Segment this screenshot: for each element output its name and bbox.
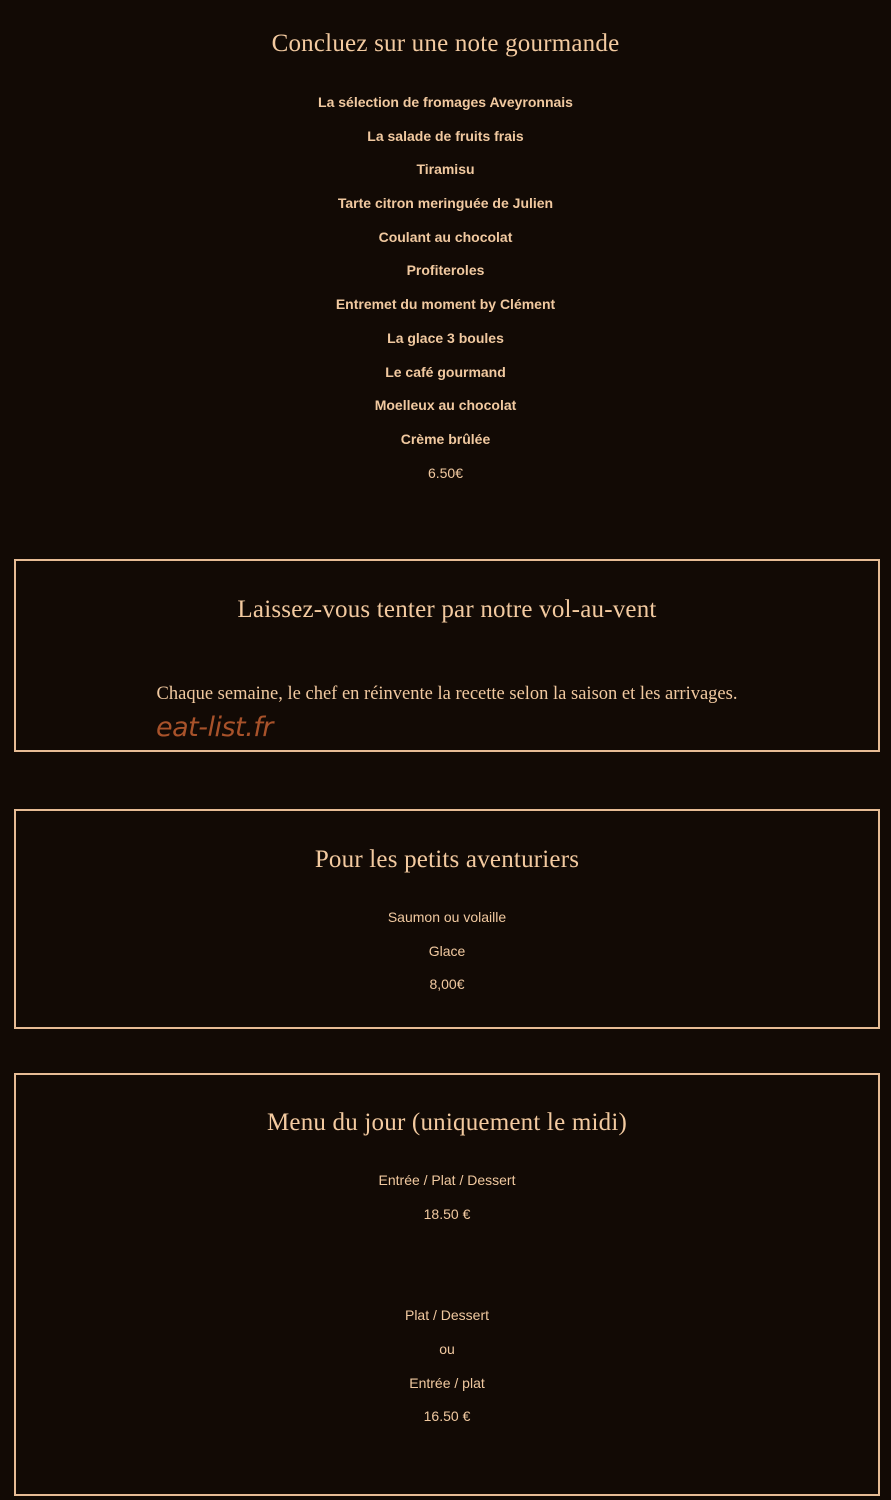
kids-menu-price: 8,00€	[429, 976, 465, 992]
menu-price-two-courses: 16.50 €	[423, 1408, 471, 1424]
dessert-item: Tiramisu	[416, 161, 475, 178]
dessert-item: Profiteroles	[406, 262, 485, 279]
desserts-section	[0, 28, 891, 490]
menu-du-jour-box	[14, 1073, 880, 1496]
volauvent-box	[14, 559, 880, 752]
kids-menu-title: Pour les petits aventuriers	[314, 846, 580, 873]
dessert-item: La salade de fruits frais	[367, 127, 524, 144]
menu-price-full: 18.50 €	[423, 1206, 471, 1222]
volauvent-title: Laissez-vous tenter par notre vol-au-vent	[237, 596, 657, 623]
dessert-item: Entremet du moment by Clément	[335, 296, 556, 313]
dessert-item: Coulant au chocolat	[378, 228, 513, 245]
kids-menu-box	[14, 809, 880, 1029]
watermark-logo: eat-list.fr	[156, 712, 273, 743]
dessert-item: Tarte citron meringuée de Julien	[337, 195, 554, 212]
dessert-item: La glace 3 boules	[387, 329, 504, 346]
menu-formula-full: Entrée / Plat / Dessert	[378, 1172, 516, 1188]
dessert-item: Le café gourmand	[385, 363, 506, 380]
menu-formula-entree-plat: Entrée / plat	[409, 1375, 485, 1391]
kids-menu-line: Glace	[428, 943, 466, 959]
menu-du-jour-title: Menu du jour (uniquement le midi)	[266, 1109, 627, 1136]
dessert-item: Crème brûlée	[400, 430, 491, 447]
desserts-title: Concluez sur une note gourmande	[271, 30, 620, 57]
desserts-price: 6.50€	[427, 464, 464, 481]
dessert-item: La sélection de fromages Aveyronnais	[318, 94, 573, 110]
dessert-item: Moelleux au chocolat	[374, 397, 517, 414]
kids-menu-line: Saumon ou volaille	[387, 909, 507, 925]
menu-formula-or: ou	[439, 1341, 455, 1357]
desserts-list	[0, 86, 891, 457]
volauvent-description: Chaque semaine, le chef en réinvente la recette selon la saison et les arrivages.	[156, 684, 738, 704]
menu-formula-plat-dessert: Plat / Dessert	[404, 1307, 490, 1323]
